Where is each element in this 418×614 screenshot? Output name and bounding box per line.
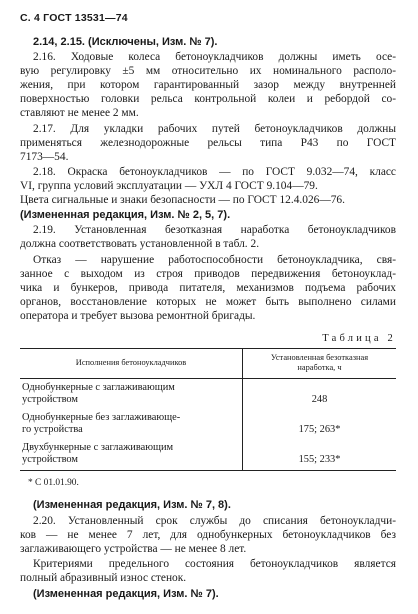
paragraph-2-16-line: вую регулировку ±5 мм относительно их номинального располо- <box>20 65 396 77</box>
amendment-note: (Измененная редакция, Изм. № 7, 8). <box>33 499 231 511</box>
limit-state-line: полный абразивный износ стенок. <box>20 572 187 584</box>
table-header-uptime-line1: Установленная безотказная <box>270 353 369 362</box>
limit-state-line: Критериями предельного состояния бетоноукладчиков является <box>33 558 396 570</box>
failure-definition-line: оператора и требует вызова ремонтной бригады. <box>20 310 256 322</box>
paragraph-2-20-line: ков — не менее 7 лет, для однобункерных бетоноукладчиков без <box>20 529 396 541</box>
table-row-value: 155; 233* <box>298 454 341 465</box>
table-row-label: устройством <box>22 394 78 405</box>
paragraph-2-19-line: 2.19. Установленная безотказная наработка бетоноукладчиков <box>33 224 396 236</box>
paragraph-2-16-line: ставляют не менее 2 мм. <box>20 107 139 119</box>
table-row-label: Двухбункерные с заглаживающим <box>22 442 174 453</box>
table-row-label: устройством <box>22 454 78 465</box>
failure-definition-line: Отказ — нарушение работоспособности бетоноукладчика, свя- <box>33 254 396 266</box>
paragraph-2-18-line: Цвета сигнальные и знаки безопасности — по ГОСТ 12.4.026—76. <box>20 194 345 206</box>
paragraph-2-16-line: поверхностью головки рельса контрольной колеи и ребордой со- <box>20 93 396 105</box>
paragraph-2-17-line: 2.17. Для укладки рабочих путей бетоноукладчиков должны <box>33 123 396 135</box>
paragraph-2-20-line: заглаживающего устройства — не менее 8 лет. <box>20 543 247 555</box>
table-row-label: Однобункерные без заглаживающе- <box>22 412 181 423</box>
table-header-rule <box>20 378 396 379</box>
failure-definition-line: занное с выходом из строя приводов передвижения бетоноуклад- <box>20 268 396 280</box>
table-row-value: 248 <box>311 394 328 405</box>
table-row-label: го устройства <box>22 424 83 435</box>
paragraph-2-20-line: 2.20. Установленный срок службы до списания бетоноукладчи- <box>33 515 396 527</box>
table-footnote: * С 01.01.90. <box>28 478 79 488</box>
paragraph-2-19-line: должна соответствовать установленной в табл. 2. <box>20 238 260 250</box>
paragraph-2-16-line: жения, при котором гарантированный зазор между внутренней <box>20 79 396 91</box>
table-row-value: 175; 263* <box>298 424 341 435</box>
page-header: С. 4 ГОСТ 13531—74 <box>20 12 128 24</box>
paragraph-2-16-line: 2.16. Ходовые колеса бетоноукладчиков должны иметь осе- <box>33 51 396 63</box>
table-header-uptime-line2: наработка, ч <box>297 363 342 372</box>
table-caption: Таблица 2 <box>322 333 396 344</box>
table-bottom-rule <box>20 470 396 471</box>
failure-definition-line: чика и бункеров, привода питателя, механизмов подъема рабочих <box>20 282 396 294</box>
table-row-label: Однобункерные с заглаживающим <box>22 382 175 393</box>
table-top-rule <box>20 348 396 349</box>
amendment-note: (Измененная редакция, Изм. № 2, 5, 7). <box>20 209 231 221</box>
paragraph-2-18-line: 2.18. Окраска бетоноукладчиков — по ГОСТ 9.032—74, класс <box>33 166 396 178</box>
paragraph-2-17-line: 7173—54. <box>20 151 69 163</box>
table-header-executions: Исполнения бетоноукладчиков <box>75 358 187 367</box>
paragraph-2-17-line: применяться железнодорожные рельсы типа Р43 по ГОСТ <box>20 137 396 149</box>
amendment-note: (Измененная редакция, Изм. № 7). <box>33 588 219 600</box>
table-2 <box>20 348 396 470</box>
failure-definition-line: органов, восстановление которых не может быть выполнено силами <box>20 296 396 308</box>
paragraph-2-18-line: VI, группа условий эксплуатации — УХЛ 4 ГОСТ 9.104—79. <box>20 180 318 192</box>
paragraph-2-14: 2.14, 2.15. (Исключены, Изм. № 7). <box>33 36 218 48</box>
